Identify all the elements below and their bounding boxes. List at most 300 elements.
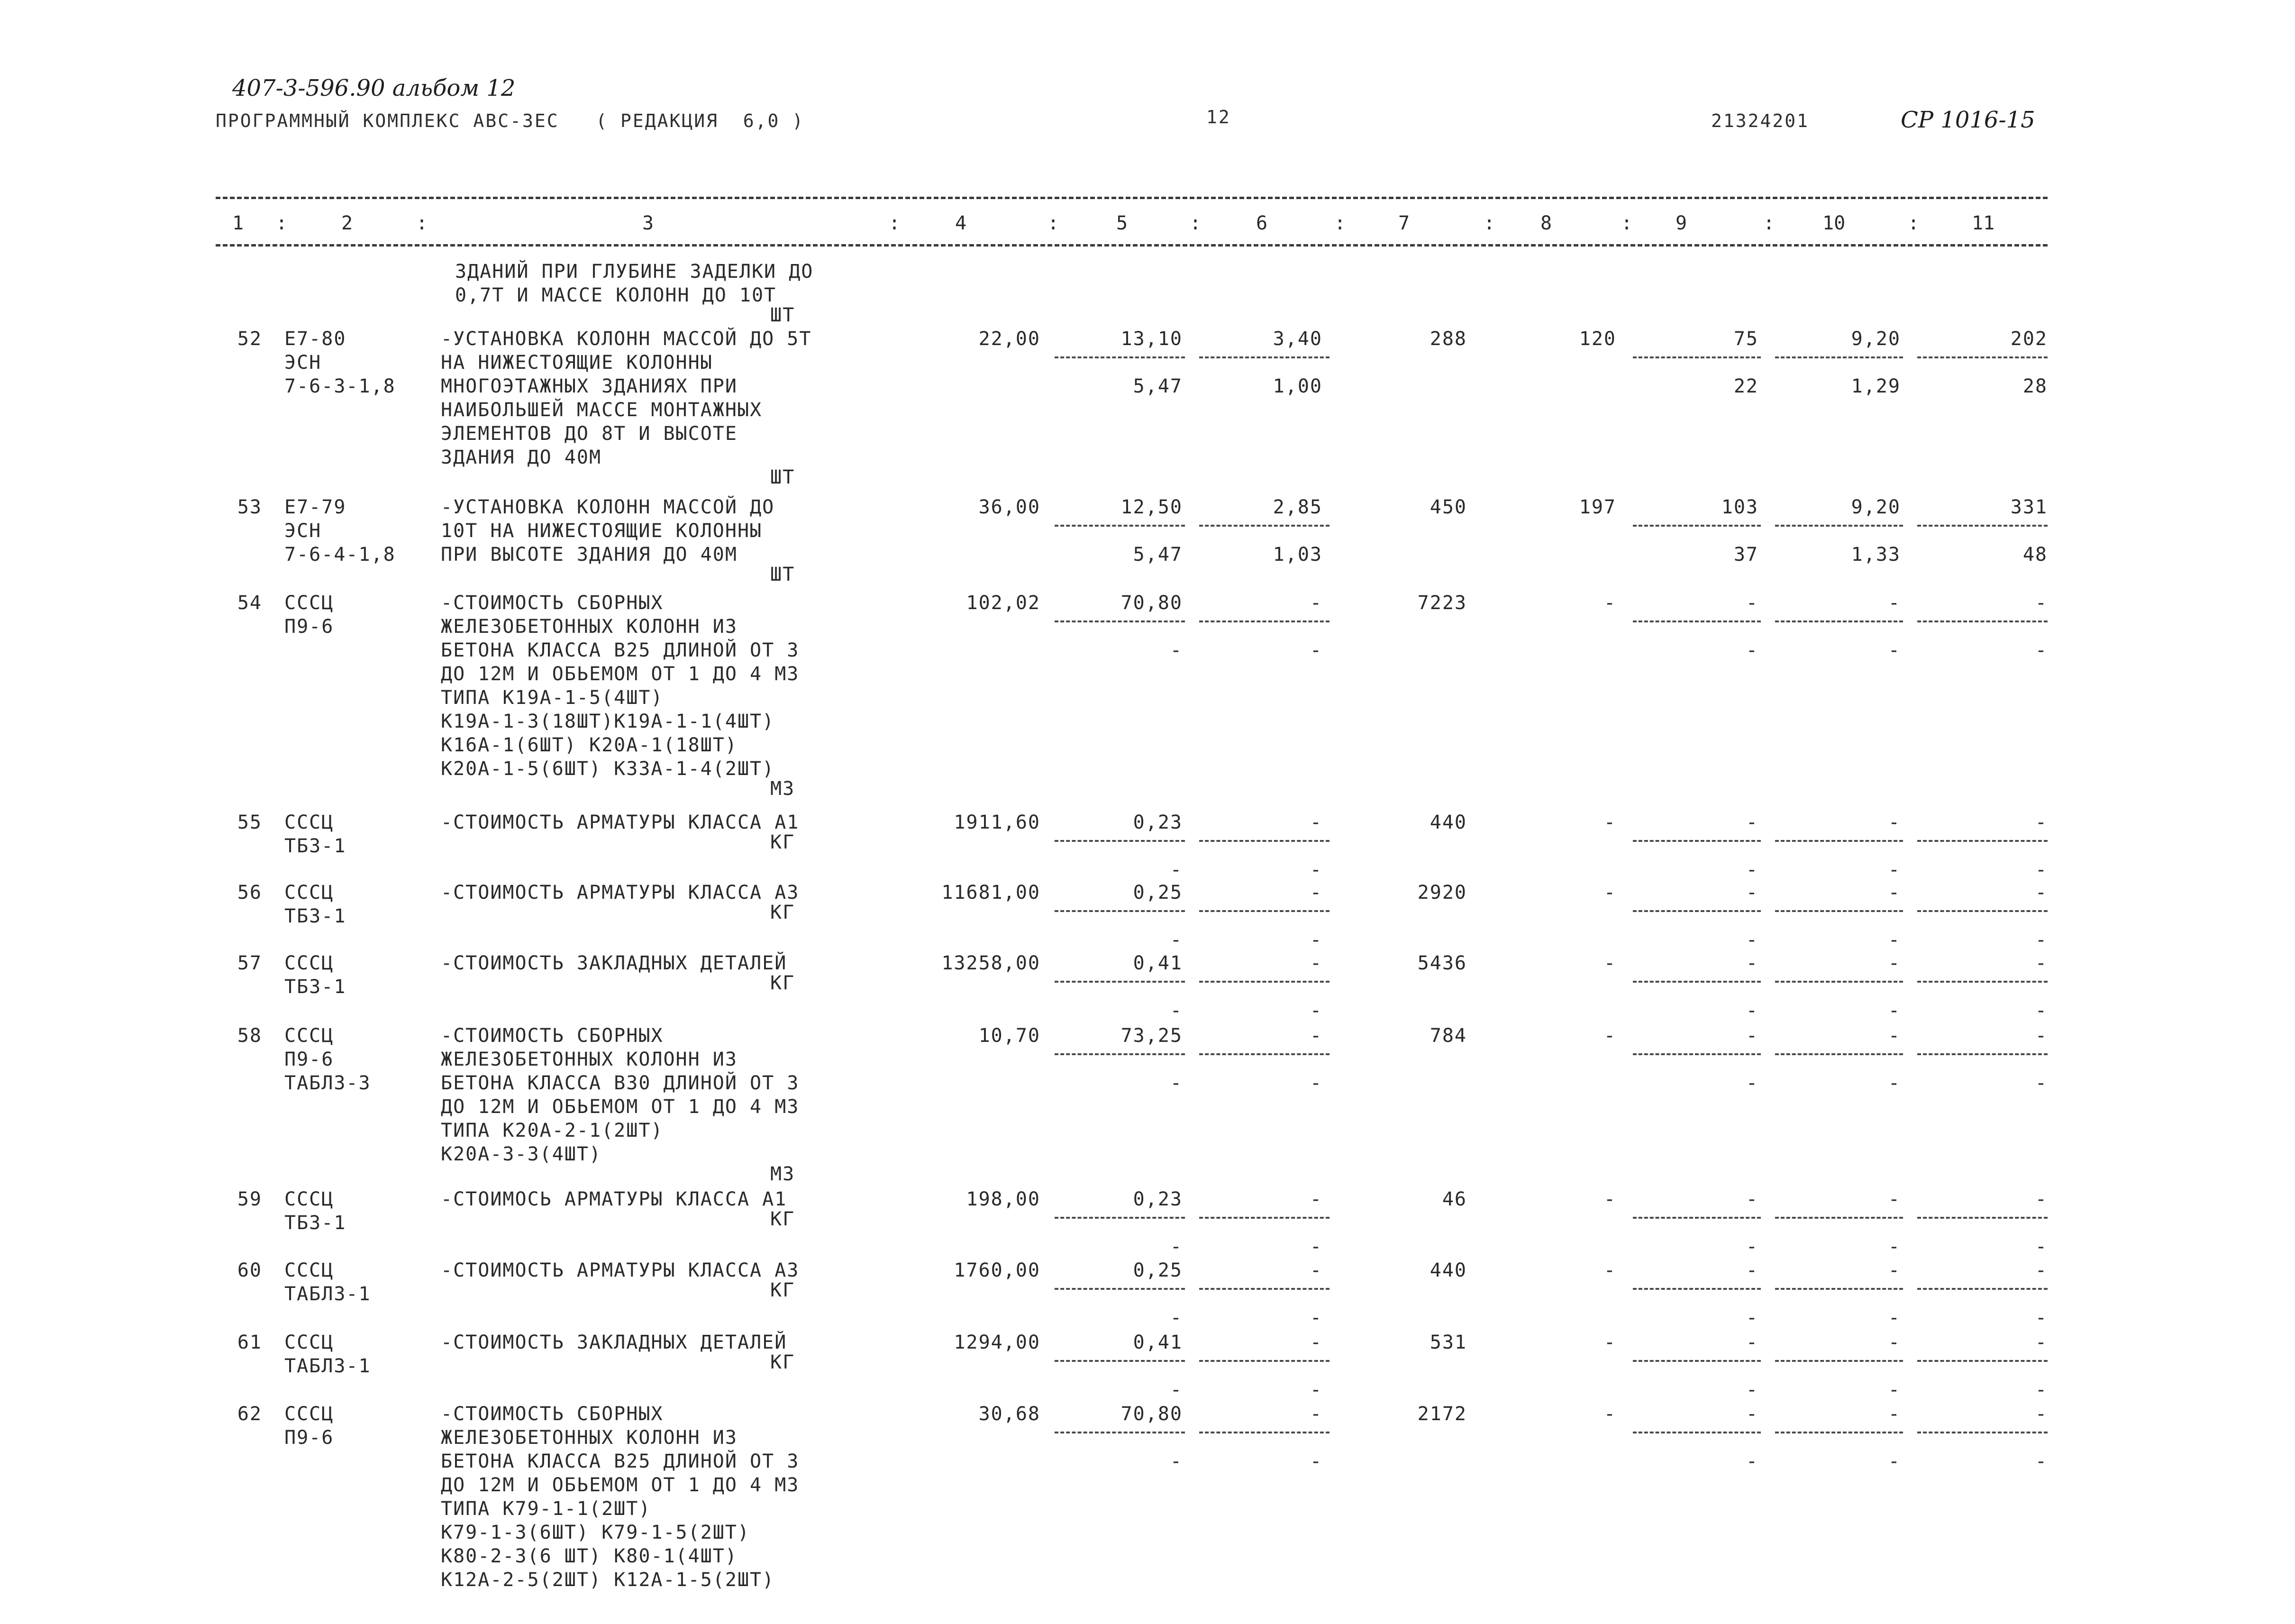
labor-total-value: -: [2035, 1403, 2048, 1425]
subtotal-divider: [1775, 1053, 1903, 1055]
unit-wage-sub-value: -: [1310, 1000, 1322, 1022]
machine-cost-value: -: [1746, 812, 1758, 833]
norm-code: СССЦ: [284, 1188, 334, 1210]
column-header-7: 7: [1398, 212, 1410, 234]
work-description: -СТОИМОСТЬ ЗАКЛАДНЫХ ДЕТАЛЕЙ: [441, 1332, 787, 1353]
total-wage-value: -: [1603, 1403, 1616, 1425]
work-description: ПРИ ВЫСОТЕ ЗДАНИЯ ДО 40М: [441, 544, 738, 566]
machine-cost-sub-value: -: [1746, 639, 1758, 661]
unit-wage-value: -: [1310, 952, 1322, 974]
subtotal-divider: [1055, 1360, 1185, 1362]
machine-cost-value: -: [1746, 1332, 1758, 1353]
labor-value: 9,20: [1851, 496, 1901, 518]
row-number: 55: [237, 812, 262, 833]
norm-code: ЭСН: [284, 520, 322, 542]
column-separator: :: [889, 212, 901, 234]
subtotal-divider: [1775, 525, 1903, 527]
norm-code: СССЦ: [284, 1025, 334, 1047]
unit-of-measure: ШТ: [770, 564, 795, 585]
unit-cost-value: 70,80: [1120, 1403, 1183, 1425]
subtotal-divider: [1199, 840, 1330, 842]
subtotal-divider: [1775, 1360, 1903, 1362]
labor-total-sub-value: -: [2035, 929, 2048, 951]
labor-value: 9,20: [1851, 328, 1901, 350]
row-number: 62: [237, 1403, 262, 1425]
work-description: ЭЛЕМЕНТОВ ДО 8Т И ВЫСОТЕ: [441, 423, 738, 445]
subtotal-divider: [1917, 620, 2048, 622]
work-description: ЖЕЛЕЗОБЕТОННЫХ КОЛОНН ИЗ: [441, 616, 738, 638]
labor-sub-value: -: [1888, 639, 1901, 661]
unit-wage-value: -: [1310, 592, 1322, 614]
labor-sub-value: -: [1888, 1379, 1901, 1401]
quantity-value: 102,02: [966, 592, 1040, 614]
subtotal-divider: [1917, 1360, 2048, 1362]
work-description: К80-2-3(6 ШТ) К80-1(4ШТ): [441, 1545, 738, 1567]
album-reference: 407-3-596.90 альбом 12: [232, 75, 516, 101]
header-top-rule: [216, 197, 2048, 199]
quantity-value: 30,68: [978, 1403, 1040, 1425]
norm-code: СССЦ: [284, 1403, 334, 1425]
labor-value: -: [1888, 1332, 1901, 1353]
unit-wage-value: 2,85: [1273, 496, 1322, 518]
row-number: 57: [237, 952, 262, 974]
subtotal-divider: [1055, 1288, 1185, 1290]
subtotal-divider: [1917, 356, 2048, 358]
subtotal-divider: [1917, 840, 2048, 842]
unit-of-measure: КГ: [770, 831, 795, 853]
labor-value: -: [1888, 1259, 1901, 1281]
continuation-line-1: ЗДАНИЙ ПРИ ГЛУБИНЕ ЗАДЕЛКИ ДО: [455, 261, 814, 283]
unit-cost-sub-value: -: [1170, 929, 1183, 951]
unit-cost-sub-value: 5,47: [1133, 544, 1183, 566]
unit-of-measure: КГ: [770, 972, 795, 994]
total-wage-value: 120: [1579, 328, 1616, 350]
quantity-value: 1760,00: [954, 1259, 1040, 1281]
column-header-5: 5: [1116, 212, 1128, 234]
subtotal-divider: [1055, 910, 1185, 912]
column-separator: :: [1908, 212, 1920, 234]
subtotal-divider: [1775, 981, 1903, 983]
quantity-value: 1911,60: [954, 812, 1040, 833]
subtotal-divider: [1055, 1432, 1185, 1433]
unit-of-measure: М3: [770, 1163, 795, 1185]
unit-cost-sub-value: 5,47: [1133, 375, 1183, 397]
unit-cost-sub-value: -: [1170, 1379, 1183, 1401]
subtotal-divider: [1633, 525, 1761, 527]
unit-cost-value: 0,25: [1133, 882, 1183, 903]
norm-code: СССЦ: [284, 882, 334, 903]
unit-cost-sub-value: -: [1170, 1236, 1183, 1258]
unit-of-measure: ШТ: [770, 466, 795, 488]
unit-wage-value: -: [1310, 1332, 1322, 1353]
unit-wage-sub-value: -: [1310, 639, 1322, 661]
unit-wage-value: -: [1310, 1188, 1322, 1210]
norm-code: ТАБЛ3-3: [284, 1072, 371, 1094]
unit-cost-value: 0,23: [1133, 1188, 1183, 1210]
subtotal-divider: [1633, 356, 1761, 358]
subtotal-divider: [1775, 620, 1903, 622]
unit-of-measure: КГ: [770, 1208, 795, 1230]
continuation-unit: ШТ: [770, 304, 795, 326]
unit-of-measure: М3: [770, 778, 795, 800]
machine-cost-sub-value: -: [1746, 1236, 1758, 1258]
work-description: К19А-1-3(18ШТ)К19А-1-1(4ШТ): [441, 711, 775, 732]
subtotal-divider: [1633, 1217, 1761, 1219]
work-description: НАИБОЛЬШЕЙ МАССЕ МОНТАЖНЫХ: [441, 399, 763, 421]
machine-cost-sub-value: -: [1746, 1000, 1758, 1022]
unit-cost-value: 13,10: [1120, 328, 1183, 350]
work-description: ЗДАНИЯ ДО 40М: [441, 447, 602, 468]
unit-cost-sub-value: -: [1170, 1451, 1183, 1472]
row-number: 53: [237, 496, 262, 518]
machine-cost-value: -: [1746, 952, 1758, 974]
work-description: -СТОИМОСТЬ СБОРНЫХ: [441, 592, 664, 614]
machine-cost-sub-value: -: [1746, 1379, 1758, 1401]
total-wage-value: -: [1603, 812, 1616, 833]
unit-wage-sub-value: -: [1310, 1451, 1322, 1472]
unit-cost-value: 70,80: [1120, 592, 1183, 614]
subtotal-divider: [1055, 356, 1185, 358]
row-number: 59: [237, 1188, 262, 1210]
column-separator: :: [1763, 212, 1775, 234]
labor-total-sub-value: -: [2035, 1307, 2048, 1329]
unit-cost-value: 0,41: [1133, 1332, 1183, 1353]
work-description: -УСТАНОВКА КОЛОНН МАССОЙ ДО 5Т: [441, 328, 812, 350]
header-bottom-rule: [216, 244, 2048, 246]
unit-wage-value: -: [1310, 882, 1322, 903]
work-description: К79-1-3(6ШТ) К79-1-5(2ШТ): [441, 1522, 750, 1543]
work-description: -СТОИМОСТЬ СБОРНЫХ: [441, 1025, 664, 1047]
continuation-line-2: 0,7Т И МАССЕ КОЛОНН ДО 10Т: [455, 284, 777, 306]
column-header-1: 1: [232, 212, 244, 234]
subtotal-divider: [1633, 910, 1761, 912]
subtotal-divider: [1917, 1053, 2048, 1055]
labor-total-sub-value: -: [2035, 1379, 2048, 1401]
machine-cost-sub-value: -: [1746, 1307, 1758, 1329]
work-description: БЕТОНА КЛАССА В30 ДЛИНОЙ ОТ 3: [441, 1072, 800, 1094]
labor-total-value: -: [2035, 812, 2048, 833]
labor-total-sub-value: -: [2035, 1072, 2048, 1094]
total-cost-value: 440: [1430, 1259, 1467, 1281]
unit-of-measure: КГ: [770, 1351, 795, 1373]
subtotal-divider: [1199, 1217, 1330, 1219]
total-cost-value: 2920: [1417, 882, 1467, 903]
norm-code: Е7-79: [284, 496, 346, 518]
row-number: 52: [237, 328, 262, 350]
column-separator: :: [416, 212, 428, 234]
machine-cost-sub-value: 37: [1733, 544, 1758, 566]
subtotal-divider: [1199, 356, 1330, 358]
column-separator: :: [1484, 212, 1495, 234]
labor-total-sub-value: -: [2035, 859, 2048, 881]
work-description: ЖЕЛЕЗОБЕТОННЫХ КОЛОНН ИЗ: [441, 1049, 738, 1070]
machine-cost-value: -: [1746, 1025, 1758, 1047]
unit-cost-sub-value: -: [1170, 639, 1183, 661]
unit-wage-sub-value: 1,03: [1273, 544, 1322, 566]
machine-cost-sub-value: -: [1746, 1072, 1758, 1094]
labor-total-value: 331: [2010, 496, 2048, 518]
total-cost-value: 5436: [1417, 952, 1467, 974]
row-number: 56: [237, 882, 262, 903]
norm-code: Е7-80: [284, 328, 346, 350]
machine-cost-value: -: [1746, 882, 1758, 903]
norm-code: СССЦ: [284, 1332, 334, 1353]
work-description: БЕТОНА КЛАССА В25 ДЛИНОЙ ОТ 3: [441, 1451, 800, 1472]
column-separator: :: [1621, 212, 1633, 234]
column-separator: :: [1190, 212, 1202, 234]
subtotal-divider: [1775, 910, 1903, 912]
unit-of-measure: КГ: [770, 902, 795, 923]
norm-code: ТБ3-1: [284, 905, 346, 927]
norm-code: ТАБЛ3-1: [284, 1355, 371, 1377]
total-wage-value: -: [1603, 592, 1616, 614]
labor-value: -: [1888, 812, 1901, 833]
total-wage-value: -: [1603, 1188, 1616, 1210]
machine-cost-value: -: [1746, 1188, 1758, 1210]
work-description: К20А-1-5(6ШТ) К33А-1-4(2ШТ): [441, 758, 775, 780]
subtotal-divider: [1055, 981, 1185, 983]
unit-cost-sub-value: -: [1170, 1000, 1183, 1022]
labor-sub-value: -: [1888, 859, 1901, 881]
total-wage-value: -: [1603, 1025, 1616, 1047]
subtotal-divider: [1633, 1432, 1761, 1433]
machine-cost-value: 75: [1733, 328, 1758, 350]
unit-wage-sub-value: -: [1310, 859, 1322, 881]
total-wage-value: -: [1603, 882, 1616, 903]
page-number: 12: [1206, 107, 1231, 128]
subtotal-divider: [1775, 840, 1903, 842]
subtotal-divider: [1199, 1432, 1330, 1433]
work-description: ЖЕЛЕЗОБЕТОННЫХ КОЛОНН ИЗ: [441, 1427, 738, 1449]
subtotal-divider: [1199, 910, 1330, 912]
machine-cost-value: -: [1746, 1403, 1758, 1425]
norm-code: СССЦ: [284, 1259, 334, 1281]
unit-wage-value: -: [1310, 812, 1322, 833]
total-cost-value: 531: [1430, 1332, 1467, 1353]
subtotal-divider: [1199, 1288, 1330, 1290]
labor-sub-value: -: [1888, 1236, 1901, 1258]
unit-wage-value: -: [1310, 1259, 1322, 1281]
subtotal-divider: [1055, 620, 1185, 622]
work-description: ДО 12М И ОБЬЕМОМ ОТ 1 ДО 4 М3: [441, 1474, 800, 1496]
total-cost-value: 46: [1442, 1188, 1467, 1210]
machine-cost-value: 103: [1721, 496, 1758, 518]
unit-wage-sub-value: 1,00: [1273, 375, 1322, 397]
labor-sub-value: -: [1888, 929, 1901, 951]
subtotal-divider: [1917, 1217, 2048, 1219]
labor-value: -: [1888, 1403, 1901, 1425]
subtotal-divider: [1055, 1217, 1185, 1219]
column-header-6: 6: [1256, 212, 1268, 234]
work-description: -УСТАНОВКА КОЛОНН МАССОЙ ДО: [441, 496, 775, 518]
norm-code: СССЦ: [284, 952, 334, 974]
work-description: 10Т НА НИЖЕСТОЯЩИЕ КОЛОННЫ: [441, 520, 763, 542]
column-separator: :: [1334, 212, 1346, 234]
column-header-9: 9: [1676, 212, 1687, 234]
work-description: К20А-3-3(4ШТ): [441, 1143, 602, 1165]
work-description: ТИПА К20А-2-1(2ШТ): [441, 1120, 664, 1141]
quantity-value: 13258,00: [941, 952, 1040, 974]
unit-cost-sub-value: -: [1170, 1307, 1183, 1329]
column-separator: :: [276, 212, 288, 234]
subtotal-divider: [1917, 1432, 2048, 1433]
total-wage-value: -: [1603, 952, 1616, 974]
labor-total-sub-value: 28: [2022, 375, 2048, 397]
subtotal-divider: [1917, 910, 2048, 912]
labor-total-sub-value: -: [2035, 1000, 2048, 1022]
labor-total-sub-value: -: [2035, 1236, 2048, 1258]
unit-wage-value: -: [1310, 1025, 1322, 1047]
quantity-value: 22,00: [978, 328, 1040, 350]
unit-cost-value: 0,25: [1133, 1259, 1183, 1281]
norm-code: П9-6: [284, 1049, 334, 1070]
unit-cost-sub-value: -: [1170, 859, 1183, 881]
document-code: 21324201: [1711, 110, 1810, 131]
labor-value: -: [1888, 592, 1901, 614]
unit-cost-value: 0,23: [1133, 812, 1183, 833]
column-separator: :: [1047, 212, 1059, 234]
norm-code: ТБ3-1: [284, 835, 346, 857]
labor-total-value: -: [2035, 1188, 2048, 1210]
unit-wage-sub-value: -: [1310, 1236, 1322, 1258]
norm-code: ЭСН: [284, 352, 322, 374]
subtotal-divider: [1199, 525, 1330, 527]
machine-cost-value: -: [1746, 1259, 1758, 1281]
work-description: ТИПА К19А-1-5(4ШТ): [441, 687, 664, 709]
unit-wage-sub-value: -: [1310, 1072, 1322, 1094]
total-wage-value: -: [1603, 1332, 1616, 1353]
total-cost-value: 2172: [1417, 1403, 1467, 1425]
subtotal-divider: [1633, 1360, 1761, 1362]
program-title: ПРОГРАММНЫЙ КОМПЛЕКС АВС-3ЕС ( РЕДАКЦИЯ 6,0 ): [216, 110, 805, 131]
subtotal-divider: [1917, 525, 2048, 527]
labor-total-sub-value: 48: [2022, 544, 2048, 566]
work-description: -СТОИМОСТЬ АРМАТУРЫ КЛАССА А3: [441, 1259, 800, 1281]
labor-sub-value: 1,29: [1851, 375, 1901, 397]
work-description: -СТОИМОСТЬ ЗАКЛАДНЫХ ДЕТАЛЕЙ: [441, 952, 787, 974]
norm-code: ТБ3-1: [284, 1212, 346, 1234]
work-description: БЕТОНА КЛАССА В25 ДЛИНОЙ ОТ 3: [441, 639, 800, 661]
machine-cost-value: -: [1746, 592, 1758, 614]
labor-total-sub-value: -: [2035, 639, 2048, 661]
labor-total-value: 202: [2010, 328, 2048, 350]
machine-cost-sub-value: 22: [1733, 375, 1758, 397]
subtotal-divider: [1633, 981, 1761, 983]
row-number: 60: [237, 1259, 262, 1281]
total-wage-value: 197: [1579, 496, 1616, 518]
row-number: 54: [237, 592, 262, 614]
labor-total-value: -: [2035, 952, 2048, 974]
labor-total-value: -: [2035, 882, 2048, 903]
column-header-3: 3: [642, 212, 654, 234]
unit-of-measure: КГ: [770, 1279, 795, 1301]
labor-total-value: -: [2035, 592, 2048, 614]
norm-code: СССЦ: [284, 812, 334, 833]
unit-wage-sub-value: -: [1310, 1379, 1322, 1401]
total-cost-value: 7223: [1417, 592, 1467, 614]
norm-code: П9-6: [284, 616, 334, 638]
total-wage-value: -: [1603, 1259, 1616, 1281]
subtotal-divider: [1055, 1053, 1185, 1055]
subtotal-divider: [1199, 620, 1330, 622]
norm-code: П9-6: [284, 1427, 334, 1449]
column-header-8: 8: [1540, 212, 1552, 234]
work-description: -СТОИМОСТЬ СБОРНЫХ: [441, 1403, 664, 1425]
norm-code: СССЦ: [284, 592, 334, 614]
column-header-10: 10: [1822, 212, 1846, 234]
machine-cost-sub-value: -: [1746, 929, 1758, 951]
unit-wage-value: -: [1310, 1403, 1322, 1425]
column-header-2: 2: [341, 212, 353, 234]
total-cost-value: 440: [1430, 812, 1467, 833]
work-description: ДО 12М И ОБЬЕМОМ ОТ 1 ДО 4 М3: [441, 1096, 800, 1118]
subtotal-divider: [1055, 525, 1185, 527]
subtotal-divider: [1633, 840, 1761, 842]
row-number: 58: [237, 1025, 262, 1047]
row-number: 61: [237, 1332, 262, 1353]
labor-sub-value: -: [1888, 1000, 1901, 1022]
unit-cost-value: 73,25: [1120, 1025, 1183, 1047]
subtotal-divider: [1633, 620, 1761, 622]
column-header-4: 4: [955, 212, 967, 234]
labor-value: -: [1888, 952, 1901, 974]
norm-code: 7-6-3-1,8: [284, 375, 396, 397]
subtotal-divider: [1775, 1432, 1903, 1433]
work-description: НА НИЖЕСТОЯЩИЕ КОЛОННЫ: [441, 352, 713, 374]
quantity-value: 11681,00: [941, 882, 1040, 903]
unit-cost-value: 0,41: [1133, 952, 1183, 974]
work-description: ДО 12М И ОБЬЕМОМ ОТ 1 ДО 4 М3: [441, 663, 800, 685]
machine-cost-sub-value: -: [1746, 859, 1758, 881]
unit-cost-sub-value: -: [1170, 1072, 1183, 1094]
column-header-11: 11: [1972, 212, 1995, 234]
unit-wage-sub-value: -: [1310, 1307, 1322, 1329]
total-cost-value: 450: [1430, 496, 1467, 518]
handwritten-code: СР 1016-15: [1901, 107, 2035, 133]
subtotal-divider: [1775, 1217, 1903, 1219]
labor-sub-value: -: [1888, 1072, 1901, 1094]
work-description: ТИПА К79-1-1(2ШТ): [441, 1498, 651, 1520]
labor-sub-value: -: [1888, 1451, 1901, 1472]
labor-value: -: [1888, 1025, 1901, 1047]
labor-total-sub-value: -: [2035, 1451, 2048, 1472]
work-description: -СТОИМОСЬ АРМАТУРЫ КЛАССА А1: [441, 1188, 787, 1210]
machine-cost-sub-value: -: [1746, 1451, 1758, 1472]
subtotal-divider: [1199, 1053, 1330, 1055]
total-cost-value: 288: [1430, 328, 1467, 350]
labor-sub-value: 1,33: [1851, 544, 1901, 566]
total-cost-value: 784: [1430, 1025, 1467, 1047]
unit-wage-sub-value: -: [1310, 929, 1322, 951]
subtotal-divider: [1917, 981, 2048, 983]
subtotal-divider: [1199, 981, 1330, 983]
quantity-value: 36,00: [978, 496, 1040, 518]
quantity-value: 1294,00: [954, 1332, 1040, 1353]
labor-sub-value: -: [1888, 1307, 1901, 1329]
subtotal-divider: [1775, 1288, 1903, 1290]
subtotal-divider: [1917, 1288, 2048, 1290]
labor-total-value: -: [2035, 1259, 2048, 1281]
labor-value: -: [1888, 1188, 1901, 1210]
unit-cost-value: 12,50: [1120, 496, 1183, 518]
norm-code: 7-6-4-1,8: [284, 544, 396, 566]
subtotal-divider: [1633, 1288, 1761, 1290]
labor-total-value: -: [2035, 1332, 2048, 1353]
work-description: К12А-2-5(2ШТ) К12А-1-5(2ШТ): [441, 1569, 775, 1591]
work-description: -СТОИМОСТЬ АРМАТУРЫ КЛАССА А1: [441, 812, 800, 833]
norm-code: ТАБЛ3-1: [284, 1283, 371, 1305]
norm-code: ТБ3-1: [284, 976, 346, 998]
